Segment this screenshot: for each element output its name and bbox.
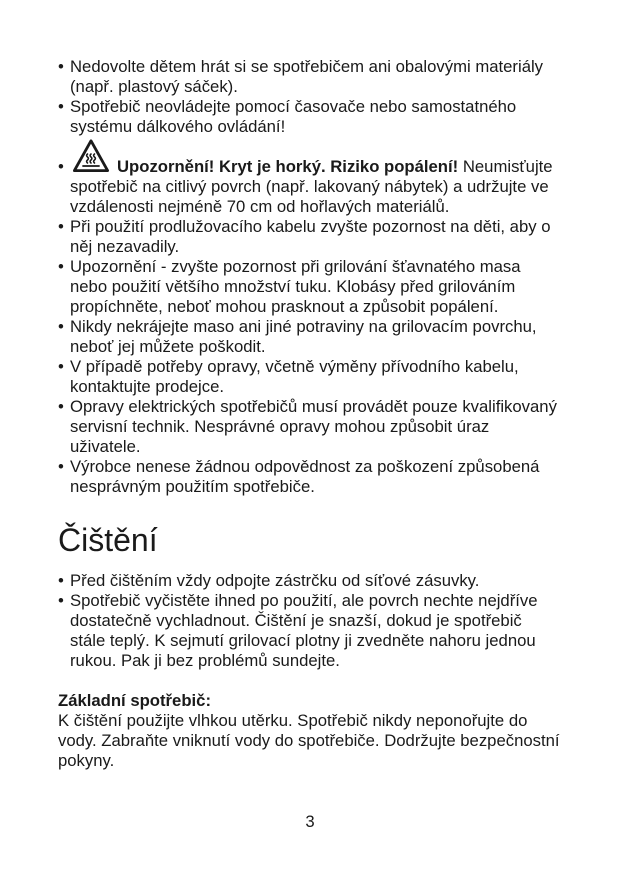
list-item-line: propíchněte, neboť mohou prasknout a způsobit popálení. [70,297,499,316]
list-item-line: (např. plastový sáček). [70,77,238,96]
hot-surface-warning-item [58,137,557,217]
warning-label: Upozornění! Kryt je horký. Riziko popálení! [117,157,459,176]
page-number: 3 [305,812,315,831]
hot-surface-warning-icon [72,138,110,174]
list-item [58,591,538,671]
bullet-marker: • [58,257,64,276]
list-item-line: Upozornění - zvyšte pozornost při grilování šťavnatého masa [70,257,521,276]
section-heading-cleaning: Čištění [58,522,158,558]
list-item-line: kontaktujte prodejce. [70,377,224,396]
paragraph-line: K čištění použijte vlhkou utěrku. Spotřebič nikdy neponořujte do [58,711,528,730]
list-item [58,571,538,591]
list-item-line: stále teplý. K sejmutí grilovací plotny ji zvedněte nahoru jednou [70,631,536,650]
bullet-marker: • [58,57,64,76]
list-item-line: něj nezavadily. [70,237,180,256]
list-item-line: Neumisťujte [462,157,553,176]
list-item [58,397,557,457]
list-item-line: Spotřebič vyčistěte ihned po použití, ale povrch nechte nejdříve [70,591,538,610]
list-item-line: rukou. Pak ji bez problémů sundejte. [70,651,340,670]
list-item-line: Nikdy nekrájejte maso ani jiné potraviny na grilovacím povrchu, [70,317,537,336]
list-item-line: Spotřebič neovládejte pomocí časovače nebo samostatného [70,97,517,116]
list-item-line: Nedovolte dětem hrát si se spotřebičem ani obalovými materiály [70,57,544,76]
bullet-marker: • [58,217,64,236]
list-item-line: Před čištěním vždy odpojte zástrčku od síťové zásuvky. [70,571,480,590]
bullet-marker: • [58,357,64,376]
warning-row [70,137,557,177]
cleaning-instructions-list [58,571,538,671]
subheading-base-unit: Základní spotřebič: [58,691,211,710]
bullet-marker: • [58,157,64,176]
list-item [58,97,557,137]
list-item [58,357,557,397]
list-item-line: Opravy elektrických spotřebičů musí provádět pouze kvalifikovaný [70,397,557,416]
list-item [58,257,557,317]
paragraph-line: vody. Zabraňte vniknutí vody do spotřebiče. Dodržujte bezpečnostní [58,731,560,750]
bullet-marker: • [58,97,64,116]
list-item-line: nebo použití většího množství tuku. Klobásy před grilováním [70,277,516,296]
base-unit-paragraph [58,711,560,771]
paragraph-line: pokyny. [58,751,115,770]
warning-first-line [117,157,553,177]
bullet-marker: • [58,397,64,416]
list-item-line: Při použití prodlužovacího kabelu zvyšte pozornost na děti, aby o [70,217,551,236]
list-item [58,317,557,357]
list-item-line: Výrobce nenese žádnou odpovědnost za poškození způsobená [70,457,540,476]
bullet-marker: • [58,571,64,590]
list-item [58,457,557,497]
list-item-line: uživatele. [70,437,141,456]
list-item-line: spotřebič na citlivý povrch (např. lakovaný nábytek) a udržujte ve [70,177,549,196]
bullet-marker: • [58,317,64,336]
list-item [58,217,557,257]
list-item-line: V případě potřeby opravy, včetně výměny přívodního kabelu, [70,357,519,376]
list-item-line: vzdálenosti nejméně 70 cm od hořlavých materiálů. [70,197,450,216]
list-item-line: neboť jej můžete poškodit. [70,337,266,356]
list-item-line: systému dálkového ovládání! [70,117,286,136]
bullet-marker: • [58,457,64,476]
safety-instructions-list [58,57,557,497]
list-item-line: servisní technik. Nesprávné opravy mohou způsobit úraz [70,417,490,436]
list-item-line: dostatečně vychladnout. Čištění je snazší, dokud je spotřebič [70,611,522,630]
bullet-marker: • [58,591,64,610]
list-item-line: nesprávným použitím spotřebiče. [70,477,315,496]
list-item [58,57,557,97]
